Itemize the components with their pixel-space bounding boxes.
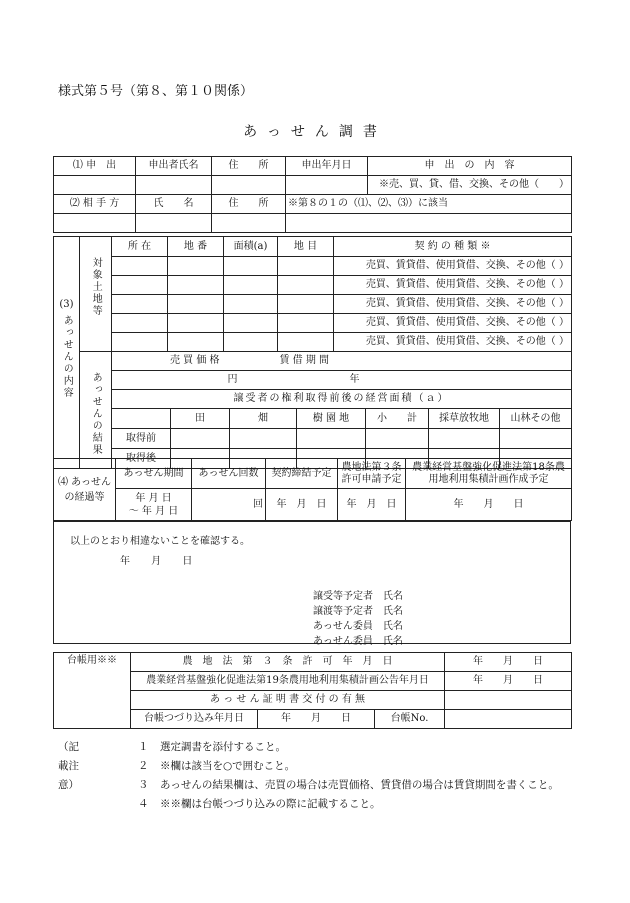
signature-mediator-1[interactable]: あっせん委員 氏名 xyxy=(313,621,403,632)
contract-type-header: 契 約 の 種 類 ※ xyxy=(334,237,572,257)
lease-period-unit[interactable]: 年 xyxy=(278,371,572,390)
confirmation-text: 以上のとおり相違ないことを確認する。 xyxy=(70,536,250,547)
note-item: ２ ※欄は該当を○で囲むこと。 xyxy=(138,760,296,772)
certificate-issuance-label: あ っ せ ん 証 明 書 交 付 の 有 無 xyxy=(131,691,445,710)
application-content-options[interactable]: ※売、買、貸、借、交換、その他（ ） xyxy=(368,176,572,195)
area-before-field[interactable] xyxy=(230,429,297,448)
land-area-field[interactable] xyxy=(224,314,278,333)
certificate-issuance-value[interactable] xyxy=(445,691,572,710)
contract-type-options[interactable]: 売買、賃貸借、使用貸借、交換、その他（ ） xyxy=(334,314,572,333)
plan-notice-date-label: 農業経営基盤強化促進法第19条農用地利用集積計画公告年月日 xyxy=(131,672,445,691)
area-columns-row xyxy=(112,409,572,429)
form-number: 様式第５号（第８、第１０関係） xyxy=(58,84,254,99)
land-location-field[interactable] xyxy=(112,257,168,276)
result-label xyxy=(80,352,112,469)
mediation-count-header: あっせん回数 xyxy=(192,459,266,489)
area-before-row xyxy=(112,429,572,449)
area-col-field: 畑 xyxy=(230,409,297,428)
land-category-field[interactable] xyxy=(278,295,334,314)
notes-label: （記載注意） xyxy=(58,741,79,791)
land-area-field[interactable] xyxy=(224,333,278,352)
section3-label xyxy=(54,237,80,469)
land-lot-field[interactable] xyxy=(168,314,224,333)
permit-date-value[interactable]: 年 月 日 xyxy=(445,653,572,672)
plan-notice-date-value[interactable]: 年 月 日 xyxy=(445,672,572,691)
period-end: ～ 年 月 日 xyxy=(128,505,179,517)
contract-type-options[interactable]: 売買、賃貸借、使用貸借、交換、その他（ ） xyxy=(334,257,572,276)
sale-price-header: 売 買 価 格 xyxy=(112,352,278,371)
confirmation-date[interactable]: 年 月 日 xyxy=(120,556,193,567)
mediation-progress-table xyxy=(53,458,572,521)
contract-type-options[interactable]: 売買、賃貸借、使用貸借、交換、その他（ ） xyxy=(334,276,572,295)
land-area-field[interactable] xyxy=(224,276,278,295)
application-content-header: 申 出 の 内 容 xyxy=(368,157,572,176)
section1-label: ⑴ 申 出 xyxy=(54,157,136,176)
land-lot-field[interactable] xyxy=(168,295,224,314)
confirmation-box xyxy=(53,521,571,644)
section2-label: ⑵ 相 手 方 xyxy=(54,195,136,214)
note-item: １ 選定調書を添付すること。 xyxy=(138,741,286,753)
plan-creation-header: 農業経営基盤強化促進法第18条農用地利用集積計画作成予定 xyxy=(406,459,572,489)
area-col-orchard: 樹 園 地 xyxy=(297,409,366,428)
counterparty-address-header: 住 所 xyxy=(212,195,286,214)
area-before-field[interactable] xyxy=(500,429,571,448)
land-location-field[interactable] xyxy=(112,295,168,314)
land-vertical-label: 対象土地等 xyxy=(90,257,102,317)
land-lot-field[interactable] xyxy=(168,257,224,276)
mediation-period-header: あっせん期間 xyxy=(116,459,192,489)
period-start: 年 月 日 xyxy=(135,492,172,504)
area-col-rice: 田 xyxy=(171,409,230,428)
ledger-no-label: 台帳No. xyxy=(375,710,445,729)
counterparty-name-header: 氏 名 xyxy=(136,195,212,214)
contract-date-header: 契約締結予定 xyxy=(266,459,338,489)
permit-date-field[interactable]: 年 月 日 xyxy=(338,489,406,521)
land-location-field[interactable] xyxy=(112,333,168,352)
application-date-field[interactable] xyxy=(286,176,368,195)
counterparty-blank[interactable] xyxy=(54,214,136,233)
signature-transferee[interactable]: 譲受等予定者 氏名 xyxy=(313,591,403,602)
ledger-no-value[interactable] xyxy=(445,710,572,729)
permit-date-label: 農 地 法 第 ３ 条 許 可 年 月 日 xyxy=(131,653,445,672)
area-before-label: 取得前 xyxy=(112,429,171,448)
land-category-field[interactable] xyxy=(278,333,334,352)
signature-mediator-2[interactable]: あっせん委員 氏名 xyxy=(313,636,403,647)
ledger-table xyxy=(53,652,572,729)
area-col-pasture: 採草放牧地 xyxy=(429,409,500,428)
land-label xyxy=(80,237,112,352)
mediation-content-table xyxy=(53,236,572,469)
area-before-field[interactable] xyxy=(171,429,230,448)
land-category-header: 地 目 xyxy=(278,237,334,257)
counterparty-address-field[interactable] xyxy=(212,214,286,233)
applicant-name-field[interactable] xyxy=(136,176,212,195)
note-item: ４ ※※欄は台帳つづり込みの際に記載すること。 xyxy=(138,798,381,810)
applicant-table xyxy=(53,156,572,233)
lease-period-header: 賃 借 期 間 xyxy=(278,352,572,371)
area-after-label: 取得後 xyxy=(112,449,171,468)
mediation-period-field[interactable] xyxy=(116,489,192,521)
area-col-subtotal: 小 計 xyxy=(366,409,429,428)
land-area-header: 面積(a) xyxy=(224,237,278,257)
filing-date-label: 台帳つづり込み年月日 xyxy=(131,710,258,729)
land-lot-field[interactable] xyxy=(168,276,224,295)
land-area-field[interactable] xyxy=(224,295,278,314)
document-title: あっせん調書 xyxy=(243,124,387,140)
applicant-address-header: 住 所 xyxy=(212,157,286,176)
management-area-heading: 譲受者の権利取得前後の経営面積（ａ） xyxy=(112,390,572,409)
section4-label: ⑷ あっせんの経過等 xyxy=(54,459,116,521)
counterparty-note: ※第８の１の（⑴、⑵、⑶）に該当 xyxy=(286,195,572,214)
ledger-label: 台帳用※※ xyxy=(54,653,131,729)
contract-type-options[interactable]: 売買、賃貸借、使用貸借、交換、その他（ ） xyxy=(334,333,572,352)
land-area-field[interactable] xyxy=(224,257,278,276)
note-item: ３ あっせんの結果欄は、売買の場合は売買価格、賃貸借の場合は賃貸期間を書くこと。 xyxy=(138,779,559,791)
counterparty-note-field[interactable] xyxy=(286,214,572,233)
land-category-field[interactable] xyxy=(278,314,334,333)
result-vertical-label: あっせんの結果 xyxy=(90,372,102,456)
contract-date-field[interactable]: 年 月 日 xyxy=(266,489,338,521)
section3-number: (3) xyxy=(59,299,74,310)
land-location-header: 所 在 xyxy=(112,237,168,257)
land-lot-field[interactable] xyxy=(168,333,224,352)
area-col-forest: 山林その他 xyxy=(510,413,561,424)
mediation-count-field[interactable]: 回 xyxy=(192,489,266,521)
contract-type-options[interactable]: 売買、賃貸借、使用貸借、交換、その他（ ） xyxy=(334,295,572,314)
applicant-address-field[interactable] xyxy=(212,176,286,195)
application-date-header: 申出年月日 xyxy=(286,157,368,176)
plan-date-field[interactable]: 年 月 日 xyxy=(406,489,572,521)
land-category-field[interactable] xyxy=(278,276,334,295)
area-before-field[interactable] xyxy=(429,429,500,448)
area-before-field[interactable] xyxy=(366,429,429,448)
land-location-field[interactable] xyxy=(112,276,168,295)
counterparty-name-field[interactable] xyxy=(136,214,212,233)
filing-date-value[interactable]: 年 月 日 xyxy=(258,710,375,729)
applicant-blank-1[interactable] xyxy=(54,176,136,195)
land-category-field[interactable] xyxy=(278,257,334,276)
section3-vertical-label: あっせんの内容 xyxy=(61,314,73,399)
area-before-field[interactable] xyxy=(297,429,366,448)
land-location-field[interactable] xyxy=(112,314,168,333)
permit-application-header: 農地法第３条許可申請予定 xyxy=(338,459,406,489)
signature-transferor[interactable]: 譲渡等予定者 氏名 xyxy=(313,606,403,617)
land-lot-header: 地 番 xyxy=(168,237,224,257)
sale-price-unit[interactable]: 円 xyxy=(112,371,278,390)
applicant-name-header: 申出者氏名 xyxy=(136,157,212,176)
